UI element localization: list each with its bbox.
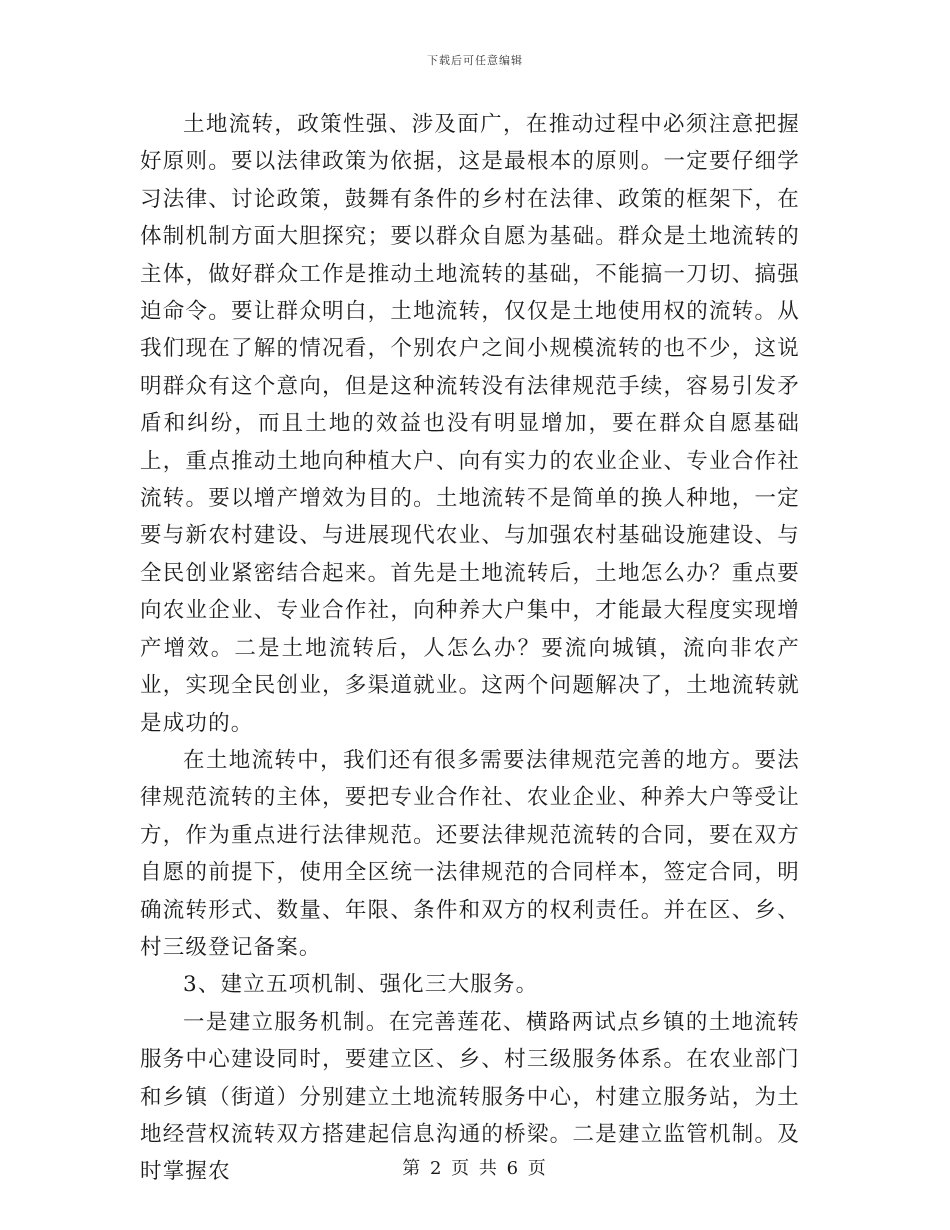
paragraph-legal-regulation: 在土地流转中，我们还有很多需要法律规范完善的地方。要法律规范流转的主体，要把专业合作社、农业企业、种养大户等受让方，作为重点进行法律规范。还要法律规范流转的合同，要在双方自愿的前提下，使用全区统一法律规范的合同样本，签定合同，明确流转形式、数量、年限、条件和双方的权利责任。并在区、乡、村三级登记备案。 bbox=[140, 747, 800, 960]
paragraph-service-mechanism: 一是建立服务机制。在完善莲花、横路两试点乡镇的土地流转服务中心建设同时，要建立区、乡、村三级服务体系。在农业部门和乡镇（街道）分别建立土地流转服务中心，村建立服务站，为土地经营权流转双方搭建起信息沟通的桥梁。二是建立监管机制。及时掌握农 bbox=[140, 1009, 800, 1185]
page-header: 下载后可任意编辑 bbox=[427, 54, 523, 67]
page-number-footer: 第 2 页 共 6 页 bbox=[402, 1158, 548, 1179]
document-body bbox=[140, 106, 800, 1191]
paragraph-land-transfer-principles: 土地流转，政策性强、涉及面广，在推动过程中必须注意把握好原则。要以法律政策为依据，这是最根本的原则。一定要仔细学习法律、讨论政策，鼓舞有条件的乡村在法律、政策的框架下，在体制机制方面大胆探究；要以群众自愿为基础。群众是土地流转的主体，做好群众工作是推动土地流转的基础，不能搞一刀切、搞强迫命令。要让群众明白，土地流转，仅仅是土地使用权的流转。从我们现在了解的情况看，个别农户之间小规模流转的也不少，这说明群众有这个意向，但是这种流转没有法律规范手续，容易引发矛盾和纠纷，而且土地的效益也没有明显增加，要在群众自愿基础上，重点推动土地向种植大户、向有实力的农业企业、专业合作社流转。要以增产增效为目的。土地流转不是简单的换人种地，一定要与新农村建设、与进展现代农业、与加强农村基础设施建设、与全民创业紧密结合起来。首先是土地流转后，土地怎么办？重点要向农业企业、专业合作社，向种养大户集中，才能最大程度实现增产增效。二是土地流转后，人怎么办？要流向城镇，流向非农产业，实现全民创业，多渠道就业。这两个问题解决了，土地流转就是成功的。 bbox=[140, 112, 800, 736]
section-heading-mechanisms: 3、建立五项机制、强化三大服务。 bbox=[183, 972, 539, 998]
